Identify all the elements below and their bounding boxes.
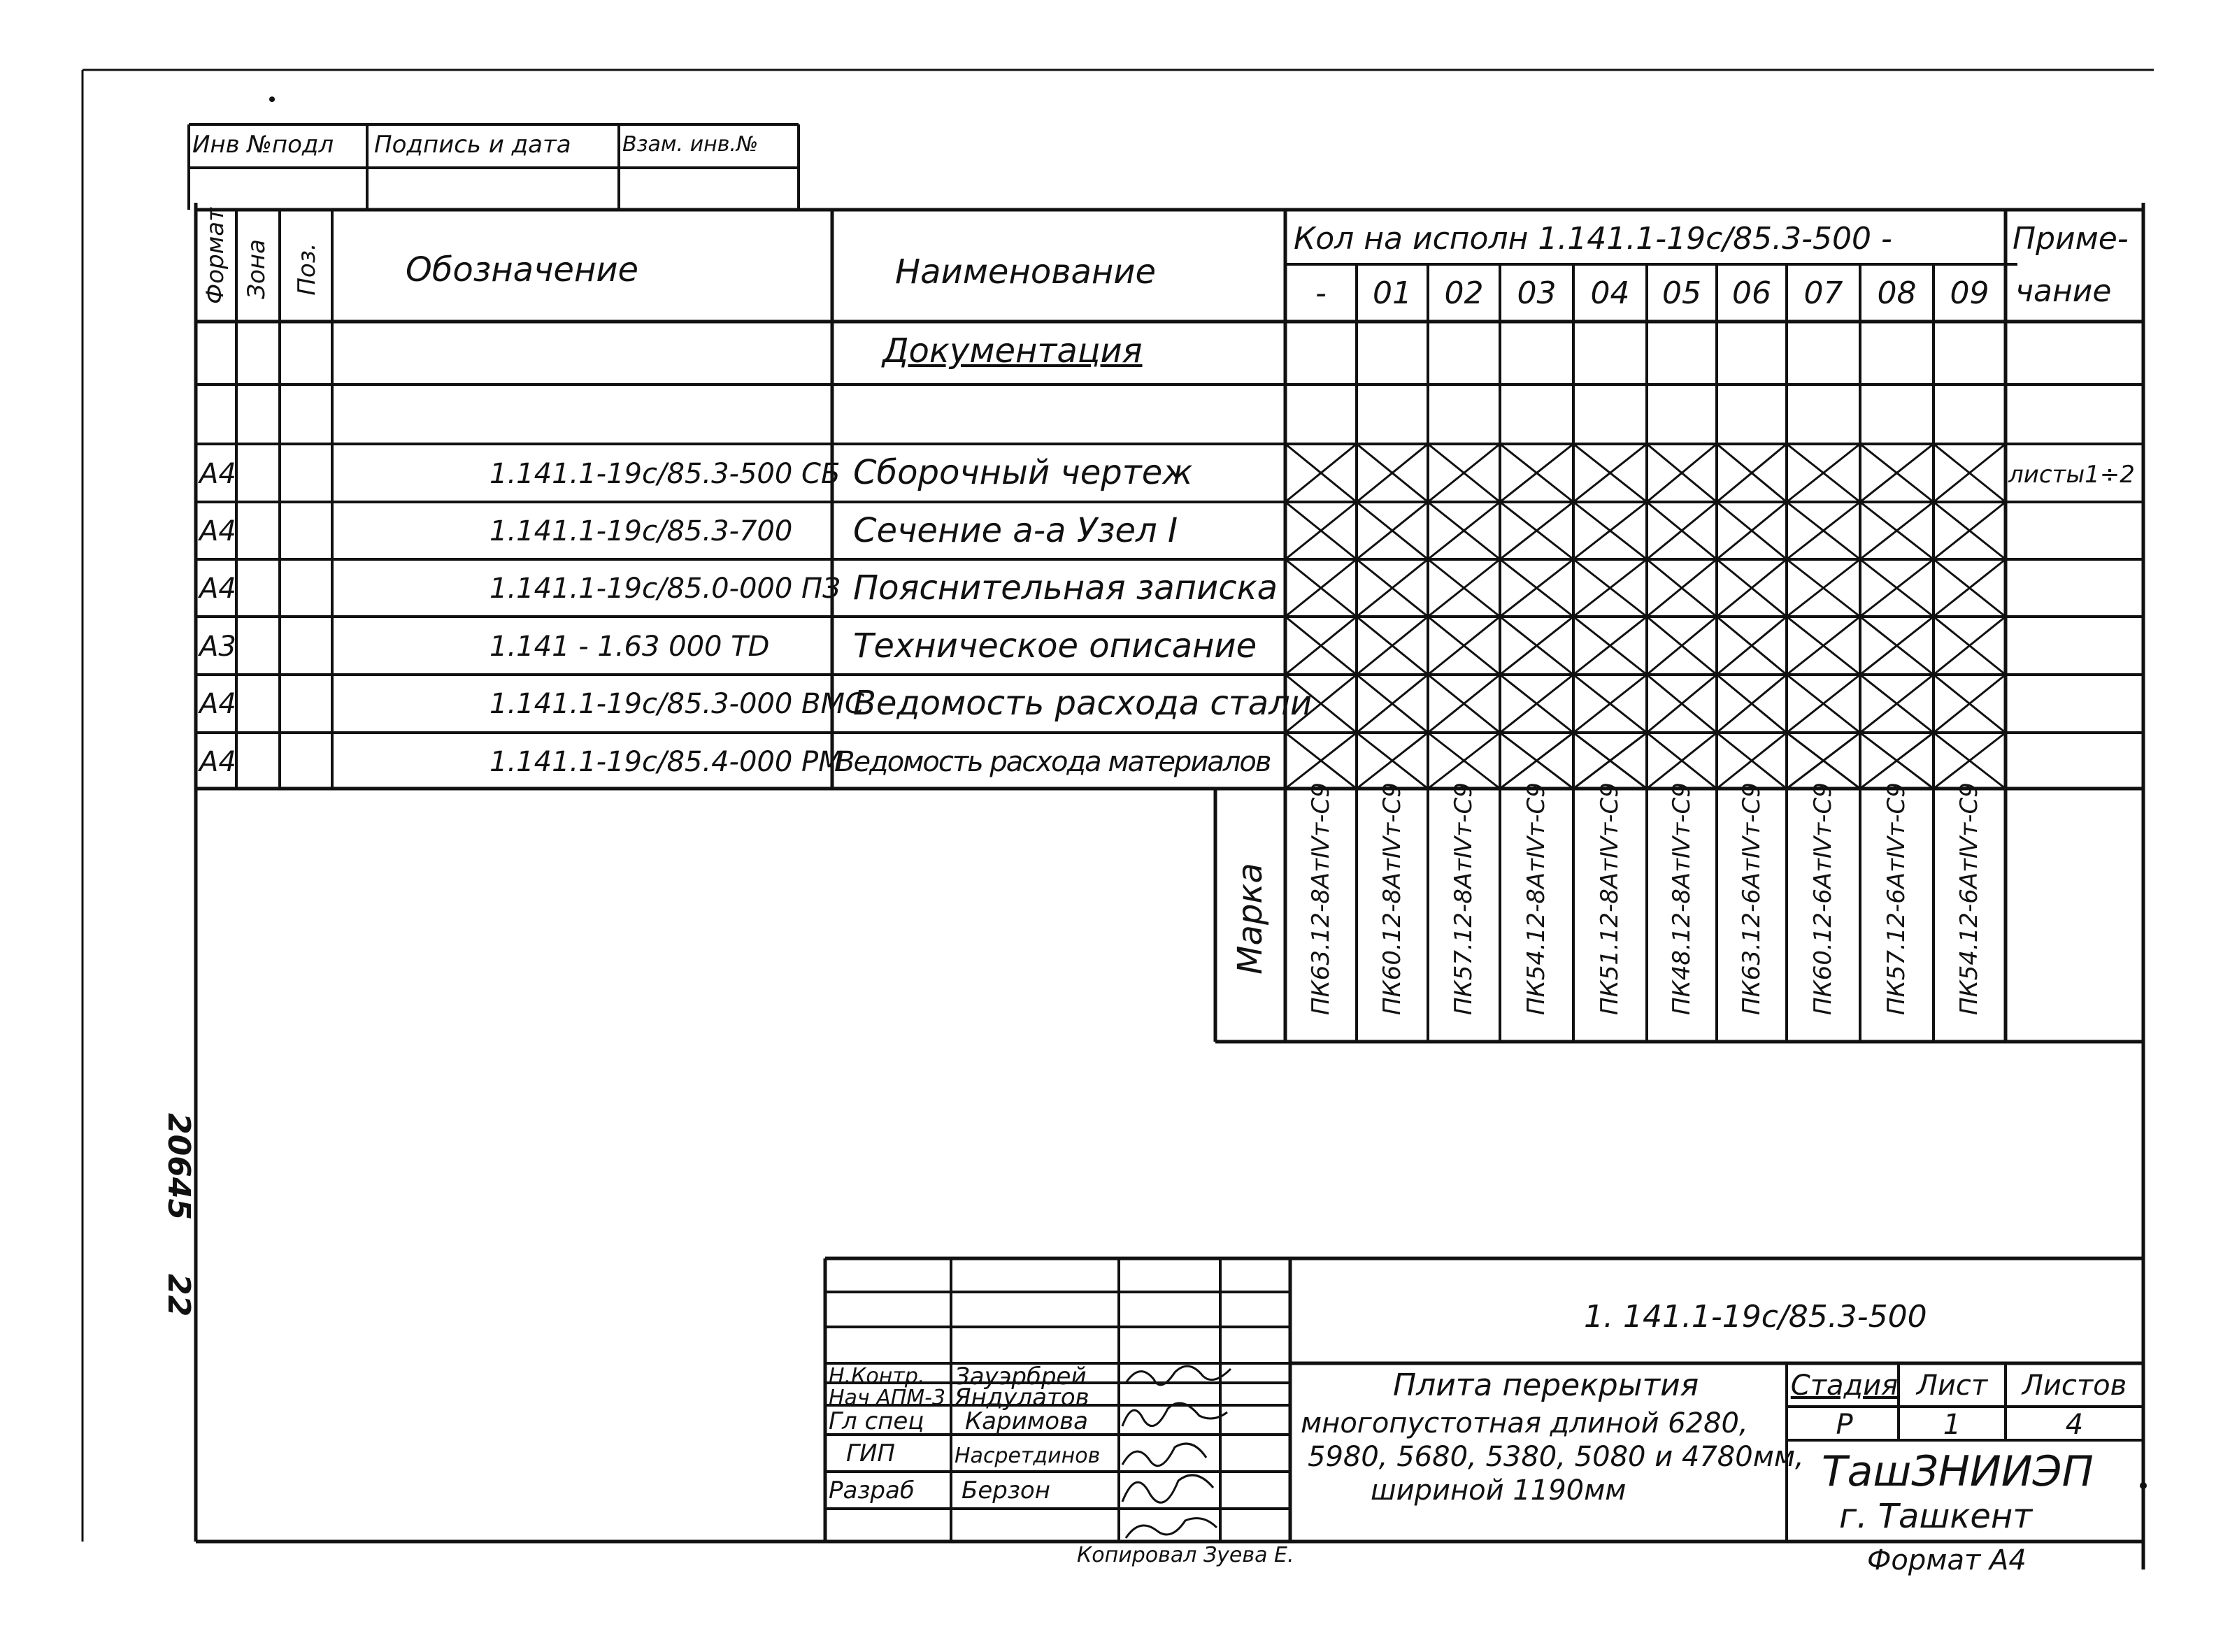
- role-label: Н.Контр.: [829, 1364, 925, 1388]
- col-zone-header: Зона: [243, 239, 271, 299]
- col-name-header: Наименование: [895, 252, 1157, 292]
- doc-code: 1. 141.1-19с/85.3-500: [1584, 1299, 1927, 1335]
- row-designation: 1.141.1-19с/85.4-000 РМ: [489, 746, 843, 778]
- signature-mark: [1122, 1444, 1206, 1466]
- role-label: Разраб: [829, 1477, 915, 1504]
- row-name: Техническое описание: [853, 626, 1257, 666]
- page-number: 22: [161, 1274, 196, 1317]
- copied-by: Копировал Зуева Е.: [1077, 1543, 1294, 1567]
- person-name: Берзон: [962, 1477, 1050, 1504]
- mark-cell: ПК54.12-6АтⅣт-С9: [1955, 782, 1983, 1015]
- col-qty-header: Кол на исполн 1.141.1-19с/85.3-500 -: [1294, 221, 1892, 257]
- mark-cell: ПК57.12-8АтⅣт-С9: [1450, 782, 1478, 1015]
- role-label: ГИП: [846, 1439, 895, 1467]
- row-format: А4: [199, 515, 236, 547]
- city: г. Ташкент: [1839, 1497, 2033, 1536]
- sheets-label: Листов: [2022, 1370, 2127, 1402]
- title-line: 5980, 5680, 5380, 5080 и 4780мм,: [1308, 1441, 1804, 1473]
- mark-cell: ПК54.12-8АтⅣт-С9: [1522, 782, 1550, 1015]
- role-label: Нач АПМ-3: [829, 1386, 946, 1410]
- stamp-inv-no: Инв №подл: [192, 131, 334, 159]
- row-designation: 1.141.1-19с/85.3-000 ВМС: [489, 688, 864, 720]
- title-line: шириной 1190мм: [1371, 1474, 1627, 1507]
- mark-cell: ПК48.12-8АтⅣт-С9: [1668, 782, 1696, 1015]
- stamp-replace-inv: Взам. инв.№: [622, 132, 759, 157]
- col-note-header-2: чание: [2015, 273, 2112, 309]
- signature-mark: [1126, 1518, 1217, 1538]
- variant-header: 01: [1373, 275, 1412, 311]
- variant-header: -: [1315, 275, 1327, 311]
- archive-number: 20645: [161, 1113, 196, 1221]
- mark-cell: ПК63.12-8АтⅣт-С9: [1307, 782, 1335, 1015]
- mark-cell: ПК60.12-8АтⅣт-С9: [1378, 782, 1406, 1015]
- row-name: Ведомость расхода стали: [853, 684, 1313, 723]
- mark-cell: ПК51.12-8АтⅣт-С9: [1596, 782, 1624, 1015]
- mark-cell: ПК63.12-6АтⅣт-С9: [1738, 782, 1766, 1015]
- signature-mark: [1126, 1366, 1231, 1385]
- stage-value: Р: [1836, 1409, 1853, 1441]
- row-note: листы1÷2: [2008, 461, 2135, 489]
- variant-header: 02: [1444, 275, 1484, 311]
- row-designation: 1.141.1-19с/85.3-700: [489, 515, 793, 547]
- mark-label: Марка: [1231, 863, 1270, 975]
- row-format: А3: [199, 631, 236, 663]
- scan-speck: [269, 96, 275, 102]
- row-format: А4: [199, 688, 236, 720]
- row-name: Сечение а-а Узел I: [853, 511, 1178, 550]
- row-name: Ведомость расхода материалов: [836, 746, 1271, 778]
- row-designation: 1.141 - 1.63 000 TD: [489, 631, 770, 663]
- stage-label: Стадия: [1790, 1370, 1899, 1402]
- scan-speck: [2140, 1482, 2147, 1489]
- title-line: Плита перекрытия: [1393, 1367, 1699, 1403]
- col-note-header-1: Приме-: [2013, 221, 2129, 257]
- variant-header: 05: [1662, 275, 1701, 311]
- section-title: Документация: [882, 331, 1143, 371]
- signature-mark: [1122, 1475, 1213, 1502]
- variant-header: 04: [1590, 275, 1630, 311]
- col-pos-header: Поз.: [293, 243, 321, 296]
- organization: ТашЗНИИЭП: [1822, 1447, 2094, 1496]
- row-format: А4: [199, 458, 236, 490]
- mark-cell: ПК60.12-6АтⅣт-С9: [1809, 782, 1837, 1015]
- col-format-header: Формат: [201, 208, 229, 304]
- variant-header: 07: [1803, 275, 1843, 311]
- person-name: Зауэрбрей: [955, 1363, 1087, 1391]
- stamp-signature-date: Подпись и дата: [374, 131, 571, 159]
- format-label: Формат А4: [1867, 1544, 2027, 1576]
- role-label: Гл спец: [829, 1407, 924, 1435]
- title-line: многопустотная длиной 6280,: [1301, 1407, 1748, 1439]
- row-format: А4: [199, 746, 236, 778]
- variant-header: 08: [1877, 275, 1917, 311]
- row-designation: 1.141.1-19с/85.0-000 ПЗ: [489, 573, 841, 605]
- person-name: Яндулатов: [955, 1384, 1089, 1412]
- person-name: Каримова: [965, 1407, 1088, 1435]
- row-format: А4: [199, 573, 236, 605]
- row-name: Сборочный чертеж: [853, 453, 1193, 492]
- mark-cell: ПК57.12-6АтⅣт-С9: [1882, 782, 1910, 1015]
- variant-header: 03: [1517, 275, 1557, 311]
- col-designation-header: Обозначение: [406, 250, 639, 289]
- sheet-label: Лист: [1916, 1370, 1988, 1402]
- sheets-value: 4: [2065, 1409, 2084, 1441]
- variant-header: 06: [1732, 275, 1771, 311]
- variant-header: 09: [1950, 275, 1989, 311]
- person-name: Насретдинов: [955, 1444, 1101, 1468]
- signature-mark: [1122, 1403, 1227, 1426]
- sheet-value: 1: [1943, 1409, 1961, 1441]
- row-name: Пояснительная записка: [853, 568, 1278, 608]
- row-designation: 1.141.1-19с/85.3-500 СБ: [489, 458, 841, 490]
